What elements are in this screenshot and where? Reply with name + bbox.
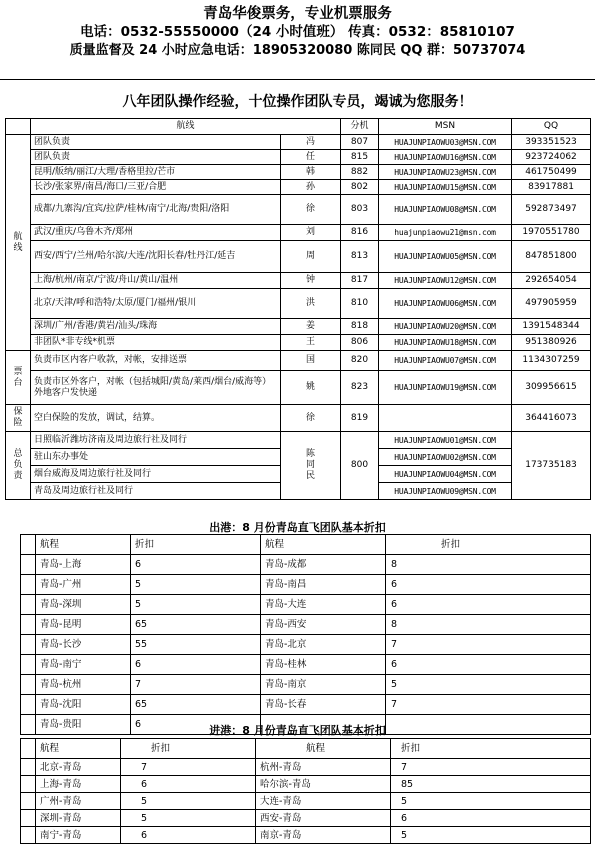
qq-cell: 1391548344 [512,319,591,335]
ext-cell: 807 [341,135,379,150]
route-cell: 成都/九寨沟/宜宾/拉萨/桂林/南宁/北海/贵阳/洛阳 [31,195,281,225]
person-cell: 徐 [281,405,341,432]
route-cell: 西安-青岛 [256,810,391,827]
phone-fax-line: 电话：0532-55550000（24 小时值班） 传真：0532：85810107 [80,24,515,40]
route-cell: 青岛-长沙 [36,635,131,655]
msn-cell: HUAJUNPIAOWU18@MSN.COM [379,335,512,351]
table-row [21,575,591,595]
ext-cell: 806 [341,335,379,351]
route-cell: 青岛-杭州 [36,675,131,695]
route-cell: 青岛-南宁 [36,655,131,675]
discount-cell: 7 [121,759,256,776]
table-row [21,595,591,615]
route-cell: 上海-青岛 [36,776,121,793]
inbound-title: 进港：8 月份青岛直飞团队基本折扣 [209,724,386,737]
discount-cell: 55 [131,635,261,655]
table-row [6,405,591,432]
category-manager: 总 负 责 [6,432,31,500]
route-cell: 哈尔滨-青岛 [256,776,391,793]
discount-cell: 5 [391,827,591,844]
table-row [6,135,591,150]
msn-cell: HUAJUNPIAOWU03@MSN.COM [379,135,512,150]
qq-cell: 461750499 [512,165,591,180]
route-cell: 日照临沂潍坊济南及周边旅行社及同行 [31,432,281,449]
route-cell: 长沙/张家界/南昌/海口/三亚/合肥 [31,180,281,195]
msn-cell: HUAJUNPIAOWU15@MSN.COM [379,180,512,195]
discount-cell: 6 [386,655,591,675]
qq-cell: 1134307259 [512,351,591,371]
discount-cell: 8 [386,555,591,575]
discount-cell: 6 [391,810,591,827]
table-row [21,555,591,575]
discount-cell: 7 [131,675,261,695]
category-routes: 航 线 [6,135,31,351]
qq-cell: 497905959 [512,289,591,319]
discount-cell: 5 [121,793,256,810]
manager-qq: 173735183 [512,432,591,500]
route-cell: 大连-青岛 [256,793,391,810]
ext-cell: 818 [341,319,379,335]
person-cell: 洪 [281,289,341,319]
msn-cell: HUAJUNPIAOWU09@MSN.COM [379,483,512,500]
person-cell: 任 [281,150,341,165]
route-cell: 青岛-长春 [261,695,386,715]
person-cell: 韩 [281,165,341,180]
route-cell: 北京/天津/呼和浩特/太原/厦门/福州/银川 [31,289,281,319]
header-route: 航程 [36,535,131,555]
table-row [6,351,591,371]
discount-cell: 7 [386,695,591,715]
qq-cell: 1970551780 [512,225,591,241]
discount-cell: 6 [131,715,261,735]
table-row [21,759,591,776]
msn-cell: HUAJUNPIAOWU08@MSN.COM [379,195,512,225]
header-route: 航程 [256,739,391,759]
discount-cell: 6 [386,595,591,615]
table-row [21,793,591,810]
ext-cell: 823 [341,371,379,405]
route-cell: 上海/杭州/南京/宁波/舟山/黄山/温州 [31,273,281,289]
person-cell: 姚 [281,371,341,405]
route-cell: 广州-青岛 [36,793,121,810]
qq-cell: 923724062 [512,150,591,165]
route-cell: 昆明/版纳/丽江/大理/香格里拉/芒市 [31,165,281,180]
msn-cell: HUAJUNPIAOWU19@MSN.COM [379,371,512,405]
header-discount: 折扣 [391,739,591,759]
route-cell: 青岛-北京 [261,635,386,655]
msn-cell: HUAJUNPIAOWU06@MSN.COM [379,289,512,319]
qq-cell: 83917881 [512,180,591,195]
table-header-row [21,535,591,555]
route-cell: 青岛及周边旅行社及同行 [31,483,281,500]
qq-cell: 393351523 [512,135,591,150]
discount-cell: 85 [391,776,591,793]
route-cell: 团队负责 [31,150,281,165]
qq-cell: 592873497 [512,195,591,225]
table-row [6,241,591,273]
route-cell: 南宁-青岛 [36,827,121,844]
route-cell: 西安/西宁/兰州/哈尔滨/大连/沈阳长春/牡丹江/延吉 [31,241,281,273]
table-row [6,273,591,289]
category-tickets: 票 台 [6,351,31,405]
discount-cell: 6 [131,655,261,675]
person-cell: 国 [281,351,341,371]
table-row [6,150,591,165]
route-cell: 负责市区外客户，对帐（包括城阳/黄岛/莱西/烟台/威海等）外地客户发快递 [31,371,281,405]
table-row [21,827,591,844]
ext-cell: 802 [341,180,379,195]
discount-cell: 7 [391,759,591,776]
person-cell: 周 [281,241,341,273]
discount-cell: 7 [386,635,591,655]
discount-cell: 8 [386,615,591,635]
person-cell: 孙 [281,180,341,195]
table-row [21,655,591,675]
company-title: 青岛华俊票务，专业机票服务 [203,6,392,22]
qq-cell: 847851800 [512,241,591,273]
header-discount: 折扣 [131,535,261,555]
manager-person: 陈 同 民 [281,432,341,500]
inbound-discount-table [20,738,591,844]
table-row [6,165,591,180]
discount-cell: 6 [386,575,591,595]
table-row [21,675,591,695]
msn-cell: huajunpiaowu21@msn.com [379,225,512,241]
msn-cell: HUAJUNPIAOWU23@MSN.COM [379,165,512,180]
discount-cell: 6 [121,776,256,793]
discount-cell: 65 [131,695,261,715]
ext-cell: 816 [341,225,379,241]
ext-cell: 803 [341,195,379,225]
header-ext: 分机 [341,119,379,135]
discount-cell: 5 [131,575,261,595]
table-row [6,195,591,225]
person-cell: 冯 [281,135,341,150]
header-route: 航程 [261,535,386,555]
route-cell: 青岛-昆明 [36,615,131,635]
discount-cell: 5 [131,595,261,615]
msn-cell: HUAJUNPIAOWU16@MSN.COM [379,150,512,165]
route-cell: 负责市区内客户收款，对帐，安排送票 [31,351,281,371]
person-cell: 徐 [281,195,341,225]
route-cell: 团队负责 [31,135,281,150]
msn-cell: HUAJUNPIAOWU20@MSN.COM [379,319,512,335]
discount-cell: 65 [131,615,261,635]
route-cell: 北京-青岛 [36,759,121,776]
route-cell: 南京-青岛 [256,827,391,844]
header-msn: MSN [379,119,512,135]
hotline-line: 质量监督及 24 小时应急电话：18905320080 陈同民 QQ 群：50737074 [69,43,526,58]
table-row [6,289,591,319]
ext-cell: 815 [341,150,379,165]
header-discount: 折扣 [121,739,256,759]
table-header-row [21,739,591,759]
route-cell: 青岛-成都 [261,555,386,575]
ext-cell: 817 [341,273,379,289]
route-cell: 青岛-贵阳 [36,715,131,735]
table-row [6,432,591,449]
qq-cell: 309956615 [512,371,591,405]
msn-cell: HUAJUNPIAOWU04@MSN.COM [379,466,512,483]
outbound-discount-table [20,534,591,735]
ext-cell: 882 [341,165,379,180]
qq-cell: 364416073 [512,405,591,432]
table-row [6,319,591,335]
person-cell: 姜 [281,319,341,335]
route-cell: 青岛-上海 [36,555,131,575]
msn-cell: HUAJUNPIAOWU12@MSN.COM [379,273,512,289]
table-row [6,335,591,351]
discount-cell: 5 [391,793,591,810]
category-insurance: 保 险 [6,405,31,432]
manager-ext: 800 [341,432,379,500]
route-cell: 青岛-西安 [261,615,386,635]
table-row [21,810,591,827]
route-cell: 非团队*非专线*机票 [31,335,281,351]
table-row [21,776,591,793]
msn-cell: HUAJUNPIAOWU01@MSN.COM [379,432,512,449]
route-cell: 武汉/重庆/乌鲁木齐/郑州 [31,225,281,241]
route-cell: 青岛-沈阳 [36,695,131,715]
header-divider [0,79,595,80]
route-cell: 驻山东办事处 [31,449,281,466]
msn-cell [379,405,512,432]
route-cell: 青岛-桂林 [261,655,386,675]
msn-cell: HUAJUNPIAOWU07@MSN.COM [379,351,512,371]
route-cell: 深圳-青岛 [36,810,121,827]
msn-cell: HUAJUNPIAOWU05@MSN.COM [379,241,512,273]
msn-cell: HUAJUNPIAOWU02@MSN.COM [379,449,512,466]
discount-cell: 5 [386,675,591,695]
qq-cell: 292654054 [512,273,591,289]
route-cell: 杭州-青岛 [256,759,391,776]
header-qq: QQ [512,119,591,135]
header-route: 航程 [36,739,121,759]
slogan: 八年团队操作经验，十位操作团队专员，竭诚为您服务！ [122,94,473,110]
qq-cell: 951380926 [512,335,591,351]
route-cell: 青岛-深圳 [36,595,131,615]
route-cell: 青岛-南京 [261,675,386,695]
route-cell: 深圳/广州/香港/黄岩/汕头/珠海 [31,319,281,335]
route-cell: 青岛-南昌 [261,575,386,595]
table-row [6,371,591,405]
person-cell: 王 [281,335,341,351]
ext-cell: 813 [341,241,379,273]
person-cell: 钟 [281,273,341,289]
table-row [6,180,591,195]
contact-table [5,118,591,500]
discount-cell: 6 [121,827,256,844]
route-cell: 青岛-大连 [261,595,386,615]
table-row [6,225,591,241]
discount-cell: 6 [131,555,261,575]
ext-cell: 819 [341,405,379,432]
header-route: 航线 [31,119,341,135]
discount-cell: 5 [121,810,256,827]
ext-cell: 820 [341,351,379,371]
table-row [21,615,591,635]
header-discount: 折扣 [386,535,591,555]
route-cell: 空白保险的发放，调试，结算。 [31,405,281,432]
route-cell: 烟台威海及周边旅行社及同行 [31,466,281,483]
person-cell: 刘 [281,225,341,241]
table-row [21,635,591,655]
ext-cell: 810 [341,289,379,319]
table-header-row [6,119,591,135]
table-row [21,695,591,715]
outbound-title: 出港：8 月份青岛直飞团队基本折扣 [209,521,386,534]
route-cell: 青岛-广州 [36,575,131,595]
